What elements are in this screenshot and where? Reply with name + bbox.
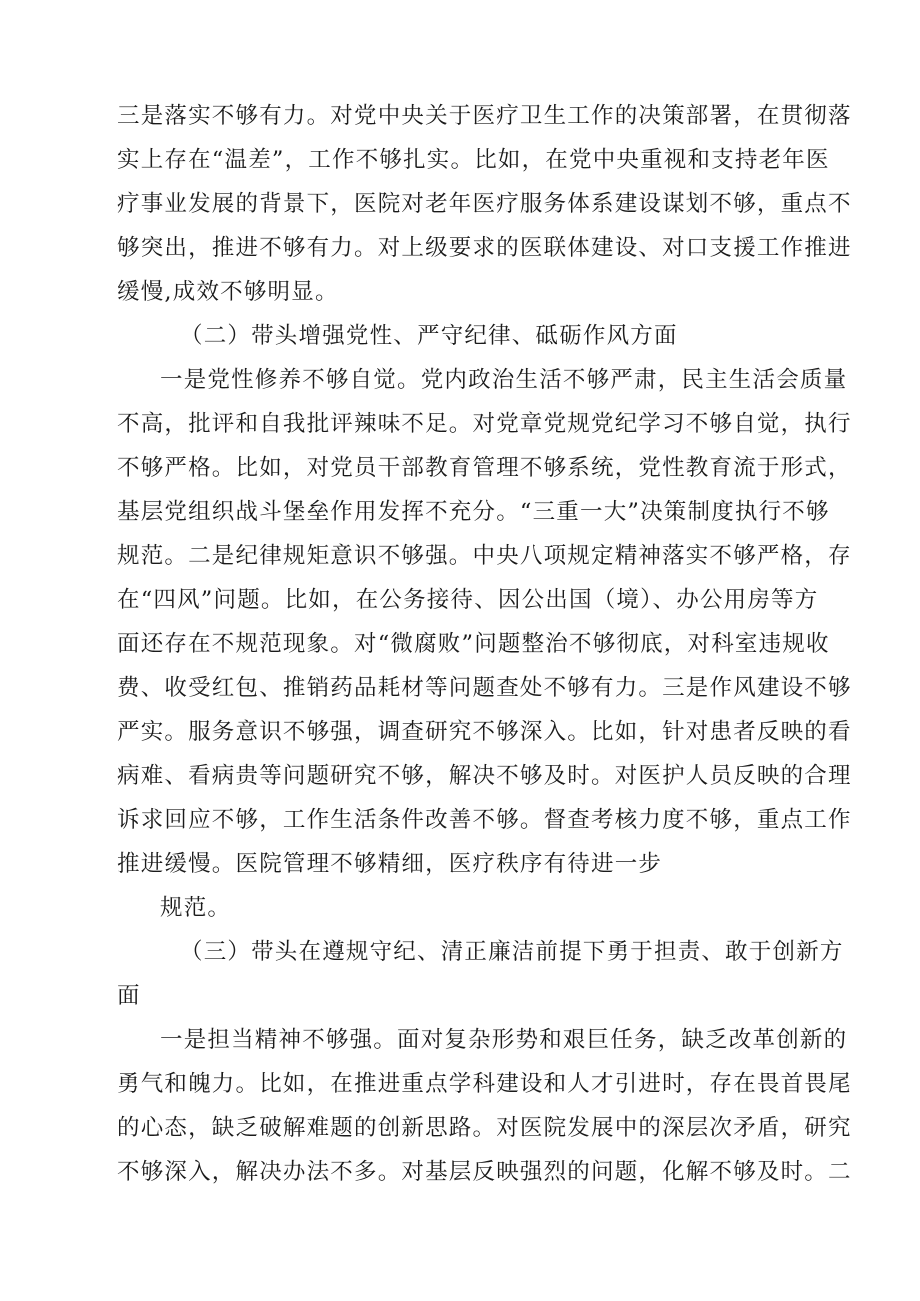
section-heading-continued: 面 <box>117 983 141 1009</box>
text-line: 病难、看病贵等问题研究不够，解决不够及时。对医护人员反映的合理 <box>117 763 852 789</box>
text-line: 在“四风”问题。比如，在公务接待、因公出国（境）、办公用房等方 <box>117 587 819 613</box>
text-line: 费、收受红包、推销药品耗材等问题查处不够有力。三是作风建设不够 <box>117 675 852 701</box>
text-line: 不够严格。比如，对党员干部教育管理不够系统，党性教育流于形式， <box>117 455 852 481</box>
section-heading: （三）带头在遵规守纪、清正廉洁前提下勇于担责、敢于创新方 <box>180 939 844 965</box>
text-line: 勇气和魄力。比如，在推进重点学科建设和人才引进时，存在畏首畏尾 <box>117 1071 852 1097</box>
text-line: 严实。服务意识不够强，调查研究不够深入。比如，针对患者反映的看 <box>117 719 852 745</box>
text-line: 规范。二是纪律规矩意识不够强。中央八项规定精神落实不够严格，存 <box>117 543 852 569</box>
text-line: 疗事业发展的背景下，医院对老年医疗服务体系建设谋划不够，重点不 <box>117 191 852 217</box>
text-line: 的心态，缺乏破解难题的创新思路。对医院发展中的深层次矛盾，研究 <box>117 1115 852 1141</box>
text-line: 实上存在“温差”，工作不够扎实。比如，在党中央重视和支持老年医 <box>117 147 830 173</box>
text-line: 够突出，推进不够有力。对上级要求的医联体建设、对口支援工作推进 <box>117 235 852 261</box>
paragraph-first-line: 一是担当精神不够强。面对复杂形势和艰巨任务，缺乏改革创新的 <box>160 1027 848 1053</box>
paragraph-first-line: 一是党性修养不够自觉。党内政治生活不够严肃，民主生活会质量 <box>160 367 848 393</box>
text-line: 规范。 <box>160 895 232 921</box>
text-line: 基层党组织战斗堡垒作用发挥不充分。“三重一大”决策制度执行不够 <box>117 499 830 525</box>
text-line: 不够深入，解决办法不多。对基层反映强烈的问题，化解不够及时。二 <box>117 1159 852 1185</box>
text-line: 三是落实不够有力。对党中央关于医疗卫生工作的决策部署，在贯彻落 <box>117 103 852 129</box>
section-heading: （二）带头增强党性、严守纪律、砥砺作风方面 <box>180 323 678 349</box>
text-line: 缓慢,成效不够明显。 <box>117 279 339 305</box>
text-line: 面还存在不规范现象。对“微腐败”问题整治不够彻底，对科室违规收 <box>117 631 830 657</box>
text-line: 不高，批评和自我批评辣味不足。对党章党规党纪学习不够自觉，执行 <box>117 411 852 437</box>
text-line: 推进缓慢。医院管理不够精细，医疗秩序有待进一步 <box>117 851 663 877</box>
text-line: 诉求回应不够，工作生活条件改善不够。督查考核力度不够，重点工作 <box>117 807 852 833</box>
